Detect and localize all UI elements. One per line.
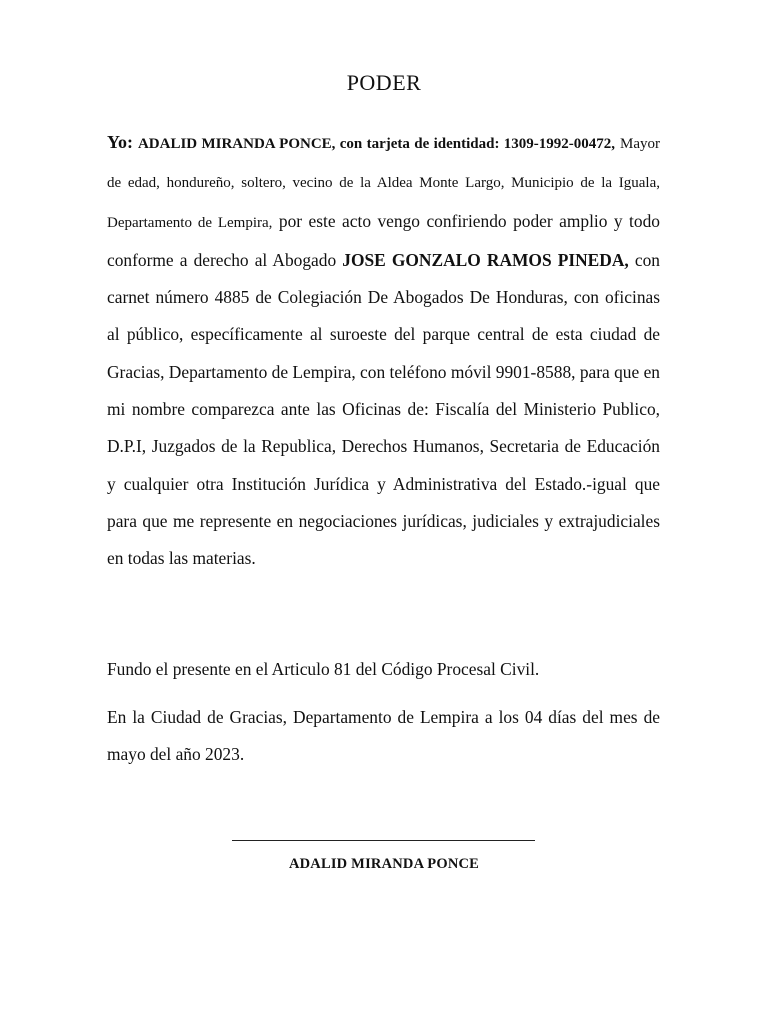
document-title: PODER xyxy=(346,70,422,95)
grantor-identity: ADALID MIRANDA PONCE, con tarjeta de identidad: 1309-1992-00472, xyxy=(137,136,616,152)
yo-label: Yo: xyxy=(107,132,133,152)
paragraph-grant-of-power xyxy=(107,124,660,578)
signature-name: ADALID MIRANDA PONCE xyxy=(288,856,480,872)
attorney-name: JOSE GONZALO RAMOS PINEDA, xyxy=(342,249,629,270)
paragraph-place-date: En la Ciudad de Gracias, Departamento de Lempira a los 04 días del mes de mayo del año 2023. xyxy=(107,707,660,765)
signature-line xyxy=(232,840,535,841)
grantor-details: Mayor de edad, hondureño, soltero, vecino de la Aldea Monte Largo, Municipio de la Iguala, Departamento de Lempira, xyxy=(107,136,660,231)
paragraph-legal-basis: Fundo el presente en el Articulo 81 del Código Procesal Civil. xyxy=(107,659,540,679)
grant-body-text: con carnet número 4885 de Colegiación De Abogados De Honduras, con oficinas al público, específicamente al suroeste del parque central de esta ciudad de Gracias, Departamento de Lempira, con teléfono móvil 9901-8588, para que en mi nombre comparezca ante las Oficinas de: Fiscalía del Ministerio Publico, D.P.I, Juzgados de la Republica, Derechos Humanos, Secretaria de Educación y cualquier otra Institución Jurídica y Administrativa del Estado.-igual que para que me represente en negociaciones jurídicas, judiciales y extrajudiciales en todas las materias. xyxy=(107,249,660,569)
grant-lead-text: por este acto vengo confiriendo poder amplio y todo conforme a derecho al Abogado xyxy=(107,210,660,270)
